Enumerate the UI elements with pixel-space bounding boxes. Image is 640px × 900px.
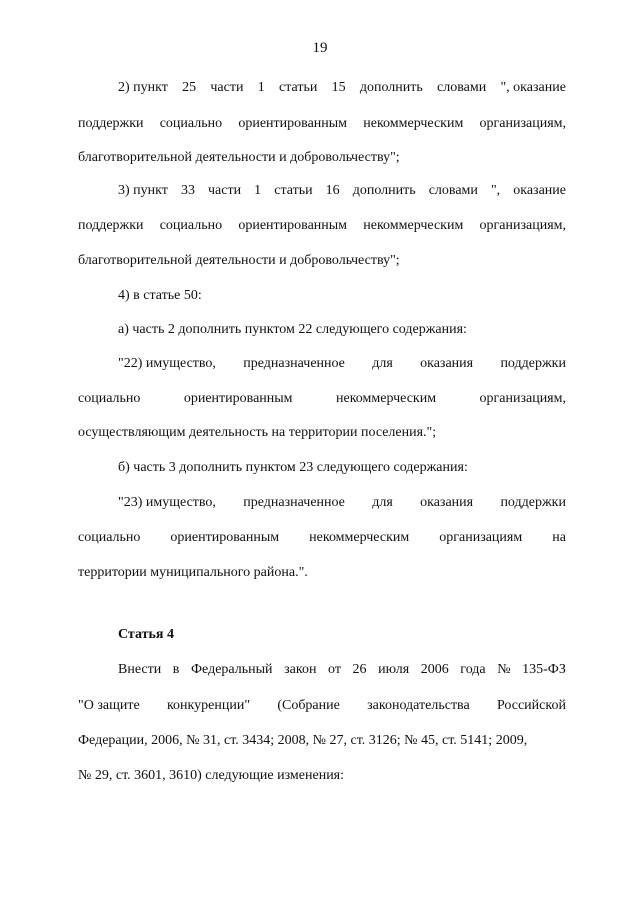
- word: ориентированным: [238, 218, 348, 233]
- article-line2: [78, 696, 566, 716]
- word: для: [372, 356, 393, 371]
- word: Российской: [496, 698, 566, 713]
- word: поддержки: [78, 116, 144, 131]
- word: Федеральный: [191, 662, 273, 677]
- word: оказания: [420, 495, 474, 510]
- word: закон: [284, 662, 317, 677]
- p2-line2: [78, 216, 566, 236]
- word: 15: [331, 80, 346, 95]
- word: словами: [437, 80, 487, 95]
- word: статьи: [274, 183, 313, 198]
- page-number: 19: [312, 40, 328, 56]
- word: некоммерческим: [363, 116, 464, 131]
- word: 2) пункт: [118, 80, 168, 95]
- article-line3: [78, 731, 566, 751]
- word: части: [210, 80, 244, 95]
- p1-line2: [78, 114, 566, 134]
- p1-line1: [118, 78, 566, 98]
- word: некоммерческим: [335, 391, 437, 406]
- word: дополнить: [352, 183, 416, 198]
- word: части: [208, 183, 242, 198]
- p5-line2: [78, 389, 566, 409]
- word: ", оказание: [500, 80, 566, 95]
- p2-line1: [118, 181, 566, 201]
- word: июля: [378, 662, 410, 677]
- p5-line3: осуществляющим деятельность на территории поселения.";: [78, 425, 437, 440]
- p4-line: а) часть 2 дополнить пунктом 22 следующего содержания:: [118, 322, 467, 337]
- word: ",: [490, 183, 501, 198]
- word: Внести: [118, 662, 162, 677]
- word: некоммерческим: [309, 530, 410, 545]
- article-line4: № 29, ст. 3601, 3610) следующие изменения:: [78, 768, 345, 783]
- word: поддержки: [500, 356, 566, 371]
- word: конкуренции": [166, 698, 251, 713]
- word: 3) пункт: [118, 183, 168, 198]
- p6-line: б) часть 3 дополнить пунктом 23 следующего содержания:: [118, 460, 468, 475]
- word: социально: [159, 218, 223, 233]
- word: предназначенное: [243, 495, 345, 510]
- word: законодательства: [367, 698, 470, 713]
- word: 1: [254, 183, 262, 198]
- p2-line3: благотворительной деятельности и добровольчеству";: [78, 253, 400, 268]
- word: "23) имущество,: [118, 495, 216, 510]
- p1-line3: благотворительной деятельности и добровольчеству";: [78, 150, 400, 165]
- word: "О защите: [78, 698, 140, 713]
- word: организациям: [439, 530, 523, 545]
- word: социально: [78, 391, 141, 406]
- word: от: [328, 662, 341, 677]
- word: Федерации, 2006, № 31, ст. 3434; 2008, № 27, ст. 3126; № 45, ст. 5141; 2009,: [78, 733, 528, 748]
- p7-line1: [118, 493, 566, 513]
- word: статьи: [278, 80, 318, 95]
- word: года: [460, 662, 486, 677]
- word: 33: [180, 183, 195, 198]
- word: оказание: [513, 183, 566, 198]
- word: организациям,: [479, 218, 566, 233]
- word: поддержки: [500, 495, 566, 510]
- word: ориентированным: [238, 116, 348, 131]
- word: на: [552, 530, 566, 545]
- p3-line: 4) в статье 50:: [118, 288, 202, 303]
- article-heading: Статья 4: [118, 627, 174, 642]
- word: словами: [428, 183, 478, 198]
- article-line1: [118, 660, 566, 680]
- word: 2006: [420, 662, 449, 677]
- p7-line2: [78, 528, 566, 548]
- word: ориентированным: [170, 530, 280, 545]
- p5-line1: [118, 354, 566, 374]
- word: 25: [182, 80, 197, 95]
- word: ориентированным: [183, 391, 293, 406]
- word: поддержки: [78, 218, 144, 233]
- word: (Собрание: [277, 698, 340, 713]
- word: 135-ФЗ: [522, 662, 566, 677]
- word: оказания: [420, 356, 474, 371]
- word: социально: [159, 116, 223, 131]
- word: социально: [78, 530, 141, 545]
- word: "22) имущество,: [118, 356, 216, 371]
- word: 1: [257, 80, 265, 95]
- word: организациям,: [479, 391, 566, 406]
- word: 16: [325, 183, 340, 198]
- word: 26: [352, 662, 367, 677]
- p7-line3: территории муниципального района.".: [78, 565, 308, 580]
- word: №: [497, 662, 511, 677]
- word: организациям,: [479, 116, 566, 131]
- word: предназначенное: [243, 356, 345, 371]
- word: для: [372, 495, 393, 510]
- word: в: [172, 662, 180, 677]
- word: дополнить: [359, 80, 423, 95]
- word: некоммерческим: [363, 218, 464, 233]
